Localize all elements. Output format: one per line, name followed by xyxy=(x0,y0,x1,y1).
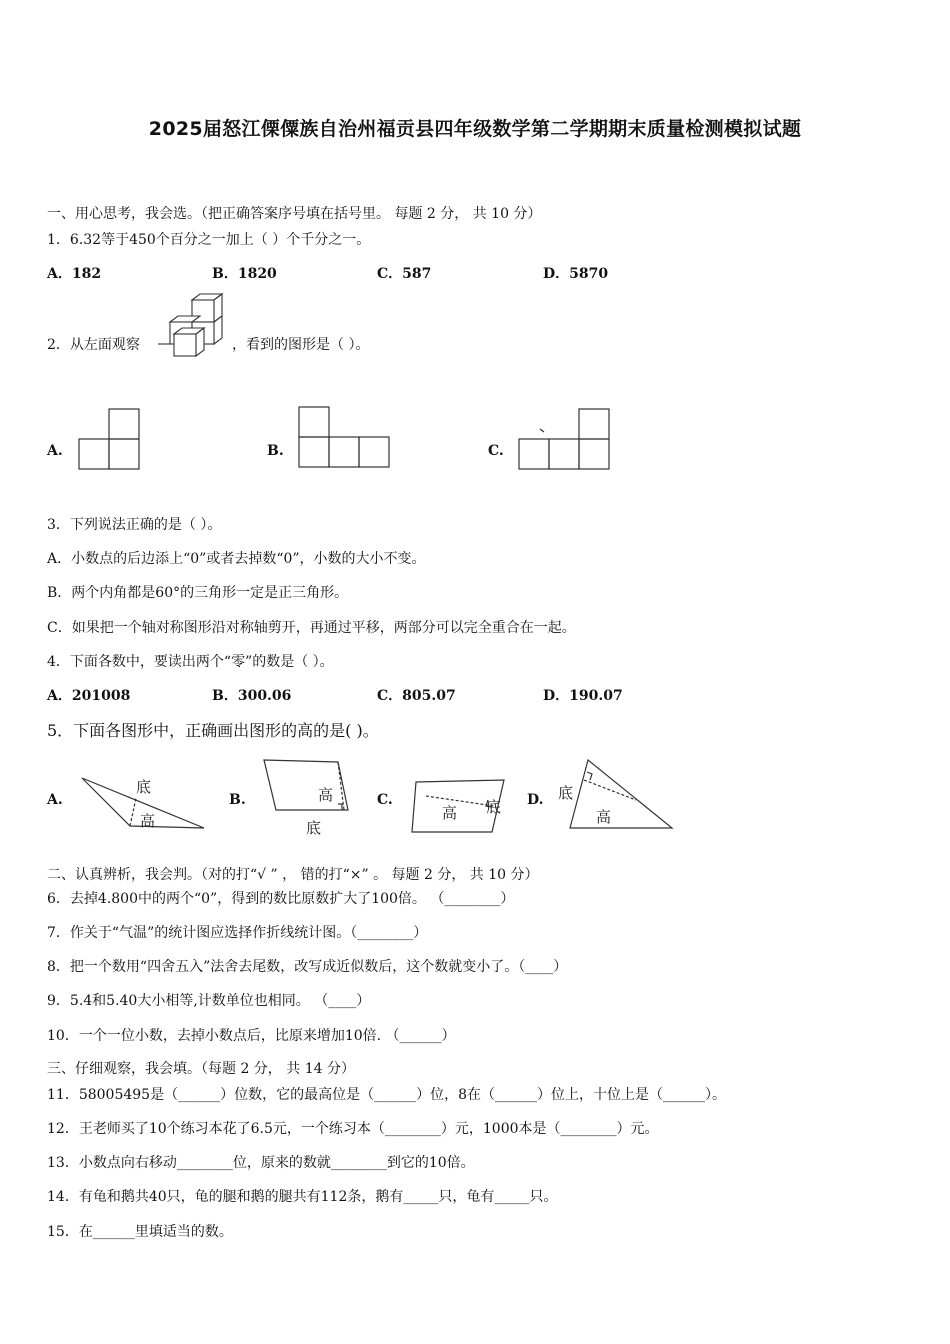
q5-option-d-figure xyxy=(552,758,676,832)
q2-option-c-label: C. xyxy=(488,443,504,459)
q5-option-c-label: C. xyxy=(377,792,393,808)
question-5: 5．下面各图形中，正确画出图形的高的是( )。 xyxy=(47,721,379,740)
q3-option-c: C．如果把一个轴对称图形沿对称轴剪开，再通过平移，两部分可以完全重合在一起。 xyxy=(47,620,576,636)
question-13: 13．小数点向右移动________位，原来的数就________到它的10倍。 xyxy=(47,1155,475,1171)
question-3: 3．下列说法正确的是（ ）。 xyxy=(47,517,222,533)
question-15: 15．在______里填适当的数。 xyxy=(47,1224,233,1240)
q3-option-a: A．小数点的后边添上“0”或者去掉数“0”，小数的大小不变。 xyxy=(47,551,426,567)
q2-option-b-figure xyxy=(298,406,390,470)
question-6: 6．去掉4.800中的两个“0”，得到的数比原数扩大了100倍。 （________） xyxy=(47,891,515,907)
q2-option-a-figure xyxy=(78,408,140,470)
q1-option-c: C．587 xyxy=(377,266,432,282)
q5-c-base-label: 底 xyxy=(486,798,502,816)
q5-d-height-label: 高 xyxy=(596,808,612,826)
question-9: 9．5.4和5.40大小相等,计数单位也相同。 （____） xyxy=(47,993,371,1009)
question-2-prefix: 2．从左面观察 xyxy=(47,337,140,353)
q4-option-d: D．190.07 xyxy=(543,688,623,704)
q1-option-a: A．182 xyxy=(47,266,102,282)
q4-option-b: B．300.06 xyxy=(212,688,292,704)
question-14: 14．有龟和鹅共40只，龟的腿和鹅的腿共有112条，鹅有_____只，龟有_____只。 xyxy=(47,1189,558,1205)
q5-option-a-figure xyxy=(80,770,210,832)
cube-stack-figure xyxy=(156,292,232,368)
q5-option-b-figure xyxy=(262,758,362,838)
question-10: 10．一个一位小数，去掉小数点后，比原来增加10倍. （______） xyxy=(47,1028,456,1044)
page-title: 2025届怒江傈僳族自治州福贡县四年级数学第二学期期末质量检测模拟试题 xyxy=(148,118,802,140)
section3-header: 三、仔细观察，我会填。（每题 2 分， 共 14 分） xyxy=(47,1061,355,1077)
question-12: 12．王老师买了10个练习本花了6.5元，一个练习本（________）元，1000本是（________）元。 xyxy=(47,1121,659,1137)
section2-header: 二、认真辨析，我会判。（对的打“√ ” ， 错的打“×” 。 每题 2 分， 共 10 分） xyxy=(47,867,539,883)
question-11: 11．58005495是（______）位数，它的最高位是（______）位，8在（______）位上，十位上是（______）。 xyxy=(47,1087,726,1103)
q2-option-c-figure xyxy=(518,408,610,472)
q5-option-b-label: B. xyxy=(229,792,246,808)
section1-header: 一、用心思考，我会选。（把正确答案序号填在括号里。 每题 2 分， 共 10 分） xyxy=(47,206,542,222)
q5-d-base-label: 底 xyxy=(558,784,574,802)
question-2-suffix: ，看到的图形是（ ）。 xyxy=(232,337,370,353)
q2-option-b-label: B. xyxy=(267,443,284,459)
question-1: 1．6.32等于450个百分之一加上（ ）个千分之一。 xyxy=(47,232,371,248)
q5-option-a-label: A. xyxy=(47,792,63,808)
q1-option-b: B．1820 xyxy=(212,266,277,282)
q4-option-a: A．201008 xyxy=(47,688,131,704)
q2-option-a-label: A. xyxy=(47,443,63,459)
q5-c-height-label: 高 xyxy=(442,804,458,822)
question-4: 4．下面各数中，要读出两个“零”的数是（ ）。 xyxy=(47,654,334,670)
q1-option-d: D．5870 xyxy=(543,266,609,282)
question-8: 8．把一个数用“四舍五入”法舍去尾数，改写成近似数后，这个数就变小了。（____） xyxy=(47,959,568,975)
question-7: 7．作关于“气温”的统计图应选择作折线统计图。（________） xyxy=(47,925,428,941)
q5-a-base-label: 底 xyxy=(136,778,152,796)
q5-option-c-figure xyxy=(410,776,510,836)
q3-option-b: B．两个内角都是60°的三角形一定是正三角形。 xyxy=(47,585,349,601)
q5-b-base-label: 底 xyxy=(306,819,322,837)
q5-a-height-label: 高 xyxy=(140,812,156,830)
q4-option-c: C．805.07 xyxy=(377,688,456,704)
q5-option-d-label: D. xyxy=(527,792,544,808)
q5-b-height-label: 高 xyxy=(318,786,334,804)
